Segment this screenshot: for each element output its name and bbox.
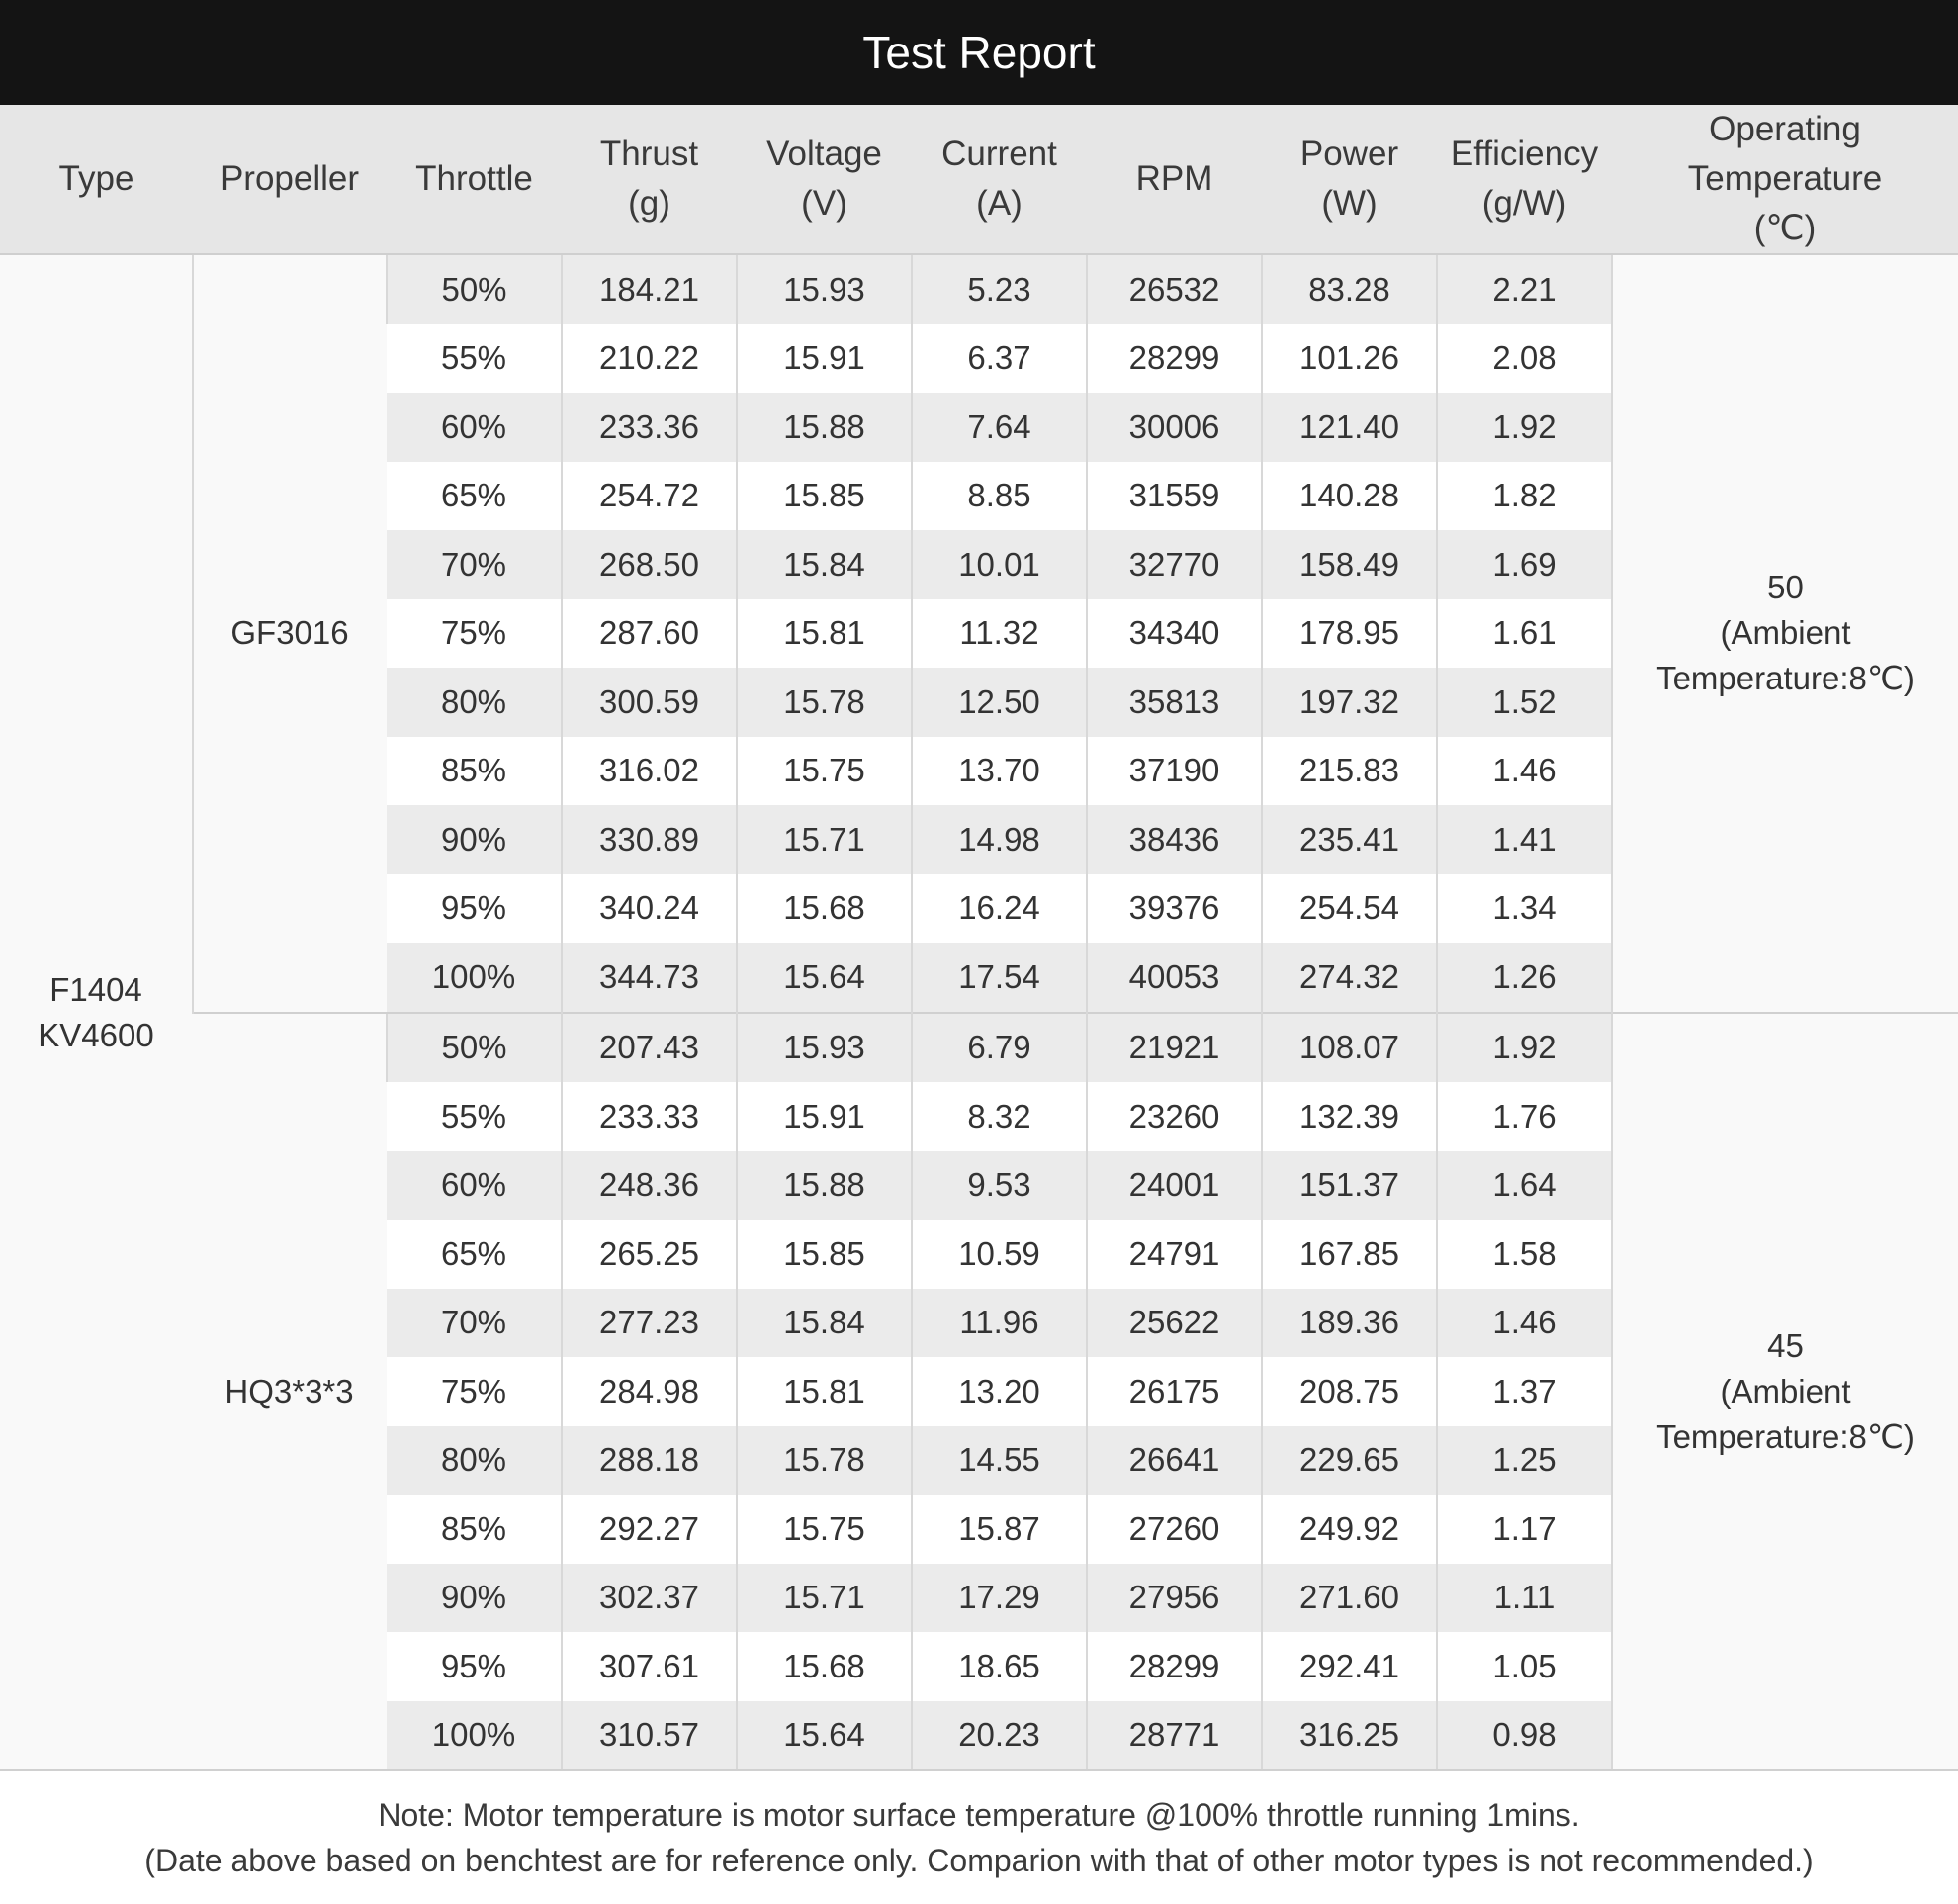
power-cell: 316.25 — [1262, 1701, 1437, 1770]
power-cell: 178.95 — [1262, 599, 1437, 669]
rpm-cell: 27956 — [1087, 1564, 1262, 1633]
rpm-cell: 28299 — [1087, 324, 1262, 394]
current-cell: 6.37 — [912, 324, 1087, 394]
efficiency-cell: 2.21 — [1437, 254, 1612, 324]
throttle-cell: 95% — [387, 1632, 562, 1701]
table-header — [0, 105, 1958, 254]
column-header-thrust — [562, 105, 737, 254]
column-header-efficiency — [1437, 105, 1612, 254]
efficiency-cell: 0.98 — [1437, 1701, 1612, 1770]
voltage-cell: 15.64 — [737, 1701, 912, 1770]
power-cell: 140.28 — [1262, 462, 1437, 531]
voltage-cell: 15.78 — [737, 668, 912, 737]
current-cell: 7.64 — [912, 393, 1087, 462]
voltage-cell: 15.85 — [737, 1220, 912, 1289]
thrust-cell: 254.72 — [562, 462, 737, 531]
throttle-cell: 90% — [387, 1564, 562, 1633]
throttle-cell: 60% — [387, 1151, 562, 1221]
header-row — [0, 105, 1958, 254]
voltage-cell: 15.81 — [737, 599, 912, 669]
efficiency-cell: 1.52 — [1437, 668, 1612, 737]
efficiency-cell: 1.82 — [1437, 462, 1612, 531]
power-cell: 271.60 — [1262, 1564, 1437, 1633]
column-header-current — [912, 105, 1087, 254]
current-cell: 5.23 — [912, 254, 1087, 324]
power-cell: 121.40 — [1262, 393, 1437, 462]
throttle-cell: 70% — [387, 1289, 562, 1358]
thrust-cell: 268.50 — [562, 530, 737, 599]
throttle-cell: 70% — [387, 530, 562, 599]
current-cell: 9.53 — [912, 1151, 1087, 1221]
temperature-line: (Ambient — [1720, 614, 1851, 652]
rpm-cell: 24791 — [1087, 1220, 1262, 1289]
column-header-line: (V) — [801, 184, 847, 223]
rpm-cell: 28771 — [1087, 1701, 1262, 1770]
current-cell: 15.87 — [912, 1495, 1087, 1564]
power-cell: 197.32 — [1262, 668, 1437, 737]
power-cell: 229.65 — [1262, 1426, 1437, 1496]
thrust-cell: 310.57 — [562, 1701, 737, 1770]
table-row — [0, 1013, 1958, 1083]
power-cell: 254.54 — [1262, 874, 1437, 944]
rpm-cell: 27260 — [1087, 1495, 1262, 1564]
temperature-cell — [1612, 1013, 1958, 1770]
rpm-cell: 28299 — [1087, 1632, 1262, 1701]
throttle-cell: 65% — [387, 1220, 562, 1289]
title-bar — [0, 0, 1958, 105]
thrust-cell: 184.21 — [562, 254, 737, 324]
column-header-line: RPM — [1135, 159, 1213, 198]
thrust-cell: 284.98 — [562, 1357, 737, 1426]
efficiency-cell: 1.17 — [1437, 1495, 1612, 1564]
thrust-cell: 207.43 — [562, 1013, 737, 1083]
thrust-cell: 265.25 — [562, 1220, 737, 1289]
current-cell: 6.79 — [912, 1013, 1087, 1083]
rpm-cell: 34340 — [1087, 599, 1262, 669]
current-cell: 12.50 — [912, 668, 1087, 737]
propeller-cell: HQ3*3*3 — [193, 1013, 387, 1770]
voltage-cell: 15.71 — [737, 805, 912, 874]
table-row — [0, 254, 1958, 324]
rpm-cell: 26641 — [1087, 1426, 1262, 1496]
current-cell: 20.23 — [912, 1701, 1087, 1770]
power-cell: 235.41 — [1262, 805, 1437, 874]
power-cell: 83.28 — [1262, 254, 1437, 324]
current-cell: 11.96 — [912, 1289, 1087, 1358]
efficiency-cell: 1.25 — [1437, 1426, 1612, 1496]
throttle-cell: 65% — [387, 462, 562, 531]
temperature-line: Temperature:8℃) — [1656, 1417, 1914, 1455]
voltage-cell: 15.68 — [737, 1632, 912, 1701]
current-cell: 8.85 — [912, 462, 1087, 531]
rpm-cell: 23260 — [1087, 1082, 1262, 1151]
propeller-cell: GF3016 — [193, 254, 387, 1013]
voltage-cell: 15.93 — [737, 254, 912, 324]
temperature-line: (Ambient — [1720, 1372, 1851, 1409]
voltage-cell: 15.68 — [737, 874, 912, 944]
current-cell: 18.65 — [912, 1632, 1087, 1701]
rpm-cell: 24001 — [1087, 1151, 1262, 1221]
current-cell: 10.59 — [912, 1220, 1087, 1289]
voltage-cell: 15.91 — [737, 1082, 912, 1151]
type-line: F1404 — [49, 970, 142, 1008]
throttle-cell: 95% — [387, 874, 562, 944]
thrust-cell: 210.22 — [562, 324, 737, 394]
thrust-cell: 288.18 — [562, 1426, 737, 1496]
rpm-cell: 30006 — [1087, 393, 1262, 462]
test-report-table — [0, 105, 1958, 1769]
column-header-propeller — [193, 105, 387, 254]
throttle-cell: 80% — [387, 1426, 562, 1496]
column-header-line: Current — [941, 135, 1057, 173]
current-cell: 14.98 — [912, 805, 1087, 874]
column-header-line: (℃) — [1753, 209, 1817, 247]
thrust-cell: 287.60 — [562, 599, 737, 669]
rpm-cell: 35813 — [1087, 668, 1262, 737]
column-header-rpm — [1087, 105, 1262, 254]
power-cell: 151.37 — [1262, 1151, 1437, 1221]
temperature-line: 50 — [1767, 569, 1804, 606]
column-header-line: Power — [1299, 135, 1399, 173]
rpm-cell: 32770 — [1087, 530, 1262, 599]
column-header-line: (A) — [976, 184, 1023, 223]
throttle-cell: 90% — [387, 805, 562, 874]
voltage-cell: 15.84 — [737, 530, 912, 599]
column-header-type — [0, 105, 193, 254]
current-cell: 8.32 — [912, 1082, 1087, 1151]
thrust-cell: 277.23 — [562, 1289, 737, 1358]
efficiency-cell: 1.64 — [1437, 1151, 1612, 1221]
throttle-cell: 100% — [387, 943, 562, 1013]
column-header-line: Temperature — [1687, 159, 1883, 198]
power-cell: 101.26 — [1262, 324, 1437, 394]
power-cell: 249.92 — [1262, 1495, 1437, 1564]
note-line-2: (Date above based on benchtest are for reference only. Comparion with that of other motor types is not recommended.) — [144, 1843, 1814, 1878]
power-cell: 167.85 — [1262, 1220, 1437, 1289]
power-cell: 158.49 — [1262, 530, 1437, 599]
thrust-cell: 316.02 — [562, 737, 737, 806]
current-cell: 11.32 — [912, 599, 1087, 669]
rpm-cell: 39376 — [1087, 874, 1262, 944]
voltage-cell: 15.81 — [737, 1357, 912, 1426]
voltage-cell: 15.91 — [737, 324, 912, 394]
efficiency-cell: 1.76 — [1437, 1082, 1612, 1151]
voltage-cell: 15.93 — [737, 1013, 912, 1083]
voltage-cell: 15.84 — [737, 1289, 912, 1358]
type-line: KV4600 — [38, 1016, 154, 1053]
efficiency-cell: 1.41 — [1437, 805, 1612, 874]
column-header-line: Type — [58, 159, 134, 198]
voltage-cell: 15.75 — [737, 1495, 912, 1564]
column-header-line: Voltage — [766, 135, 882, 173]
rpm-cell: 26532 — [1087, 254, 1262, 324]
thrust-cell: 302.37 — [562, 1564, 737, 1633]
efficiency-cell: 1.46 — [1437, 737, 1612, 806]
column-header-line: Thrust — [599, 135, 699, 173]
thrust-cell: 330.89 — [562, 805, 737, 874]
efficiency-cell: 1.46 — [1437, 1289, 1612, 1358]
column-header-line: Propeller — [220, 159, 360, 198]
efficiency-cell: 1.05 — [1437, 1632, 1612, 1701]
column-header-line: Efficiency — [1450, 135, 1599, 173]
efficiency-cell: 1.26 — [1437, 943, 1612, 1013]
power-cell: 215.83 — [1262, 737, 1437, 806]
efficiency-cell: 1.58 — [1437, 1220, 1612, 1289]
throttle-cell: 55% — [387, 324, 562, 394]
column-header-voltage — [737, 105, 912, 254]
thrust-cell: 340.24 — [562, 874, 737, 944]
throttle-cell: 50% — [387, 1013, 562, 1083]
power-cell: 292.41 — [1262, 1632, 1437, 1701]
throttle-cell: 60% — [387, 393, 562, 462]
rpm-cell: 26175 — [1087, 1357, 1262, 1426]
temperature-line: 45 — [1767, 1326, 1804, 1364]
efficiency-cell: 1.34 — [1437, 874, 1612, 944]
efficiency-cell: 1.11 — [1437, 1564, 1612, 1633]
column-header-line: Throttle — [415, 159, 533, 198]
thrust-cell: 344.73 — [562, 943, 737, 1013]
type-cell — [0, 254, 193, 1769]
voltage-cell: 15.88 — [737, 393, 912, 462]
temperature-line: Temperature:8℃) — [1656, 660, 1914, 697]
note-line-1: Note: Motor temperature is motor surface temperature @100% throttle running 1mins. — [378, 1797, 1580, 1833]
throttle-cell: 85% — [387, 1495, 562, 1564]
throttle-cell: 85% — [387, 737, 562, 806]
efficiency-cell: 1.92 — [1437, 1013, 1612, 1083]
thrust-cell: 292.27 — [562, 1495, 737, 1564]
rpm-cell: 31559 — [1087, 462, 1262, 531]
column-header-power — [1262, 105, 1437, 254]
throttle-cell: 80% — [387, 668, 562, 737]
rpm-cell: 37190 — [1087, 737, 1262, 806]
column-header-line: (W) — [1321, 184, 1378, 223]
voltage-cell: 15.64 — [737, 943, 912, 1013]
efficiency-cell: 1.69 — [1437, 530, 1612, 599]
rpm-cell: 38436 — [1087, 805, 1262, 874]
column-header-operating-temperature — [1612, 105, 1958, 254]
thrust-cell: 233.33 — [562, 1082, 737, 1151]
voltage-cell: 15.78 — [737, 1426, 912, 1496]
power-cell: 189.36 — [1262, 1289, 1437, 1358]
current-cell: 17.54 — [912, 943, 1087, 1013]
efficiency-cell: 1.92 — [1437, 393, 1612, 462]
throttle-cell: 75% — [387, 1357, 562, 1426]
throttle-cell: 75% — [387, 599, 562, 669]
throttle-cell: 100% — [387, 1701, 562, 1770]
column-header-line: (g/W) — [1481, 184, 1567, 223]
current-cell: 14.55 — [912, 1426, 1087, 1496]
efficiency-cell: 1.37 — [1437, 1357, 1612, 1426]
efficiency-cell: 2.08 — [1437, 324, 1612, 394]
rpm-cell: 25622 — [1087, 1289, 1262, 1358]
current-cell: 17.29 — [912, 1564, 1087, 1633]
thrust-cell: 307.61 — [562, 1632, 737, 1701]
efficiency-cell: 1.61 — [1437, 599, 1612, 669]
voltage-cell: 15.88 — [737, 1151, 912, 1221]
current-cell: 10.01 — [912, 530, 1087, 599]
table-body — [0, 254, 1958, 1769]
thrust-cell: 300.59 — [562, 668, 737, 737]
current-cell: 13.20 — [912, 1357, 1087, 1426]
power-cell: 208.75 — [1262, 1357, 1437, 1426]
throttle-cell: 50% — [387, 254, 562, 324]
note — [0, 1769, 1958, 1904]
power-cell: 274.32 — [1262, 943, 1437, 1013]
rpm-cell: 21921 — [1087, 1013, 1262, 1083]
voltage-cell: 15.75 — [737, 737, 912, 806]
temperature-cell — [1612, 254, 1958, 1013]
current-cell: 13.70 — [912, 737, 1087, 806]
throttle-cell: 55% — [387, 1082, 562, 1151]
column-header-throttle — [387, 105, 562, 254]
power-cell: 132.39 — [1262, 1082, 1437, 1151]
rpm-cell: 40053 — [1087, 943, 1262, 1013]
thrust-cell: 233.36 — [562, 393, 737, 462]
voltage-cell: 15.85 — [737, 462, 912, 531]
page-title: Test Report — [862, 27, 1096, 78]
power-cell: 108.07 — [1262, 1013, 1437, 1083]
thrust-cell: 248.36 — [562, 1151, 737, 1221]
current-cell: 16.24 — [912, 874, 1087, 944]
column-header-line: Operating — [1709, 110, 1861, 148]
voltage-cell: 15.71 — [737, 1564, 912, 1633]
column-header-line: (g) — [628, 184, 670, 223]
